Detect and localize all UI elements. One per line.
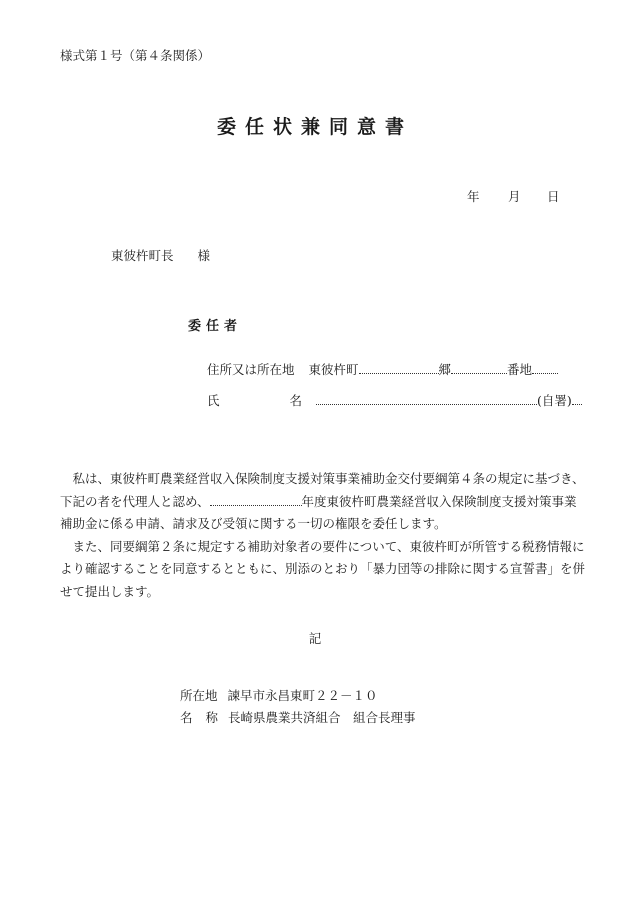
address-district-blank[interactable] xyxy=(359,361,439,374)
address-lot-label: 番地 xyxy=(507,362,533,377)
paragraph-delegation xyxy=(60,468,588,536)
address-district-label: 郷 xyxy=(438,362,452,377)
agent-location-label: 所在地 xyxy=(180,688,218,703)
grantor-name-trailing-blank xyxy=(572,392,582,405)
addressee-name: 東彼杵町長 xyxy=(111,248,174,263)
document-title: 委任状兼同意書 xyxy=(216,116,413,138)
agent-name-label-first: 名 xyxy=(180,710,193,725)
body-text xyxy=(60,468,588,604)
name-label-first: 氏 xyxy=(207,393,220,408)
paragraph-delegation-part2: 年度東彼杵町農業経営収入保険制度支援対策事業補助金に係る申請、請求及び受領に関する一切の権限を委任します。 xyxy=(60,493,577,532)
grantor-address-row xyxy=(207,361,558,377)
address-lot-blank[interactable] xyxy=(451,361,507,374)
ki-heading: 記 xyxy=(308,631,322,646)
agent-name-label-second: 称 xyxy=(205,710,219,725)
agent-name-value: 長崎県農業共済組合 組合長理事 xyxy=(228,710,416,725)
addressee-honorific: 様 xyxy=(197,248,211,263)
grantor-label: 委任者 xyxy=(188,319,243,334)
agent-location-row xyxy=(180,690,378,703)
paragraph-delegation-part1: 私は、東彼杵町農業経営収入保険制度支援対策事業補助金交付要綱第４条の規定に基づき、下記の者を代理人と認め、 xyxy=(60,471,585,509)
self-sign-note: (自署) xyxy=(537,393,572,408)
addressee xyxy=(111,250,210,263)
address-label: 住所又は所在地 xyxy=(207,362,295,377)
grantor-name-row xyxy=(207,392,582,408)
date-day: 日 xyxy=(547,189,560,204)
form-number: 様式第１号（第４条関係） xyxy=(60,48,211,63)
grantor-name-blank[interactable] xyxy=(316,392,537,405)
paragraph-consent: また、同要綱第２条に規定する補助対象者の要件について、東彼杵町が所管する税務情報により確認することを同意するとともに、別添のとおり「暴力団等の排除に関する宣誓書」を併せて提出します。 xyxy=(60,538,586,599)
fiscal-year-blank[interactable] xyxy=(210,493,302,506)
address-town: 東彼杵町 xyxy=(308,362,359,377)
date-year: 年 xyxy=(467,189,480,204)
date-month: 月 xyxy=(508,189,521,204)
address-lot-trailing-blank[interactable] xyxy=(532,361,558,374)
name-label-second: 名 xyxy=(289,393,303,408)
agent-name-row xyxy=(180,712,416,725)
agent-location-value: 諫早市永昌東町２２－１０ xyxy=(227,688,378,703)
